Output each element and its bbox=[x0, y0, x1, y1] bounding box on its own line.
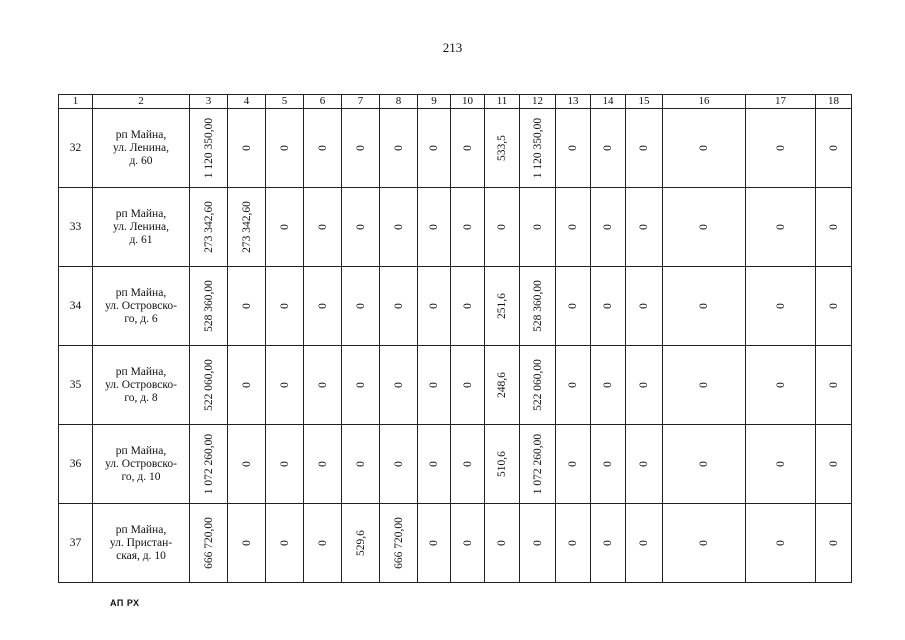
value-cell bbox=[746, 109, 816, 188]
cell-value: 0 bbox=[698, 461, 710, 467]
value-cell bbox=[342, 346, 380, 425]
cell-value: 0 bbox=[774, 540, 787, 546]
row-number: 37 bbox=[59, 504, 93, 583]
value-cell bbox=[663, 109, 746, 188]
value-cell bbox=[418, 346, 451, 425]
cell-value: 0 bbox=[392, 303, 405, 309]
cell-value: 0 bbox=[316, 303, 329, 309]
value-cell bbox=[266, 346, 304, 425]
cell-value: 0 bbox=[567, 382, 579, 388]
value-cell bbox=[556, 109, 591, 188]
address-line: рп Майна, bbox=[115, 444, 167, 457]
value-cell bbox=[418, 504, 451, 583]
value-cell bbox=[418, 188, 451, 267]
cell-value: 0 bbox=[698, 303, 710, 309]
value-cell bbox=[342, 188, 380, 267]
cell-value: 0 bbox=[428, 224, 440, 230]
cell-value: 0 bbox=[602, 145, 614, 151]
value-cell bbox=[342, 267, 380, 346]
cell-value: 0 bbox=[698, 145, 710, 151]
value-cell bbox=[816, 267, 852, 346]
cell-value: 0 bbox=[278, 145, 291, 151]
value-cell bbox=[556, 346, 591, 425]
value-cell bbox=[485, 109, 520, 188]
value-cell bbox=[816, 188, 852, 267]
value-cell bbox=[485, 267, 520, 346]
address-line: ул. Островско- bbox=[105, 299, 177, 312]
cell-value: 0 bbox=[531, 224, 544, 230]
cell-value: 0 bbox=[827, 224, 840, 230]
address-cell bbox=[93, 188, 190, 267]
value-cell bbox=[746, 346, 816, 425]
value-cell bbox=[380, 346, 418, 425]
value-cell bbox=[626, 346, 663, 425]
cell-value: 528 360,00 bbox=[202, 280, 215, 332]
address-line: д. 60 bbox=[129, 154, 153, 167]
cell-value: 0 bbox=[354, 461, 367, 467]
table-row bbox=[59, 346, 852, 425]
cell-value: 510,6 bbox=[496, 451, 508, 477]
value-cell bbox=[228, 109, 266, 188]
cell-value: 0 bbox=[278, 540, 291, 546]
value-cell bbox=[663, 346, 746, 425]
table-row bbox=[59, 504, 852, 583]
column-header: 18 bbox=[816, 95, 852, 109]
row-number: 32 bbox=[59, 109, 93, 188]
cell-value: 0 bbox=[827, 303, 840, 309]
value-cell bbox=[663, 188, 746, 267]
value-cell bbox=[746, 188, 816, 267]
cell-value: 0 bbox=[240, 382, 253, 388]
value-cell bbox=[380, 504, 418, 583]
value-cell bbox=[520, 188, 556, 267]
cell-value: 0 bbox=[461, 540, 474, 546]
cell-value: 0 bbox=[567, 145, 579, 151]
cell-value: 0 bbox=[638, 382, 650, 388]
value-cell bbox=[746, 425, 816, 504]
row-number: 35 bbox=[59, 346, 93, 425]
column-header: 12 bbox=[520, 95, 556, 109]
value-cell bbox=[816, 109, 852, 188]
column-header: 16 bbox=[663, 95, 746, 109]
value-cell bbox=[304, 267, 342, 346]
value-cell bbox=[485, 188, 520, 267]
cell-value: 0 bbox=[602, 461, 614, 467]
cell-value: 529,6 bbox=[354, 530, 367, 556]
cell-value: 522 060,00 bbox=[202, 359, 215, 411]
cell-value: 0 bbox=[638, 461, 650, 467]
cell-value: 0 bbox=[774, 303, 787, 309]
value-cell bbox=[591, 346, 626, 425]
page-number: 213 bbox=[442, 40, 463, 55]
cell-value: 0 bbox=[602, 382, 614, 388]
value-cell bbox=[228, 504, 266, 583]
cell-value: 0 bbox=[602, 540, 614, 546]
cell-value: 0 bbox=[316, 382, 329, 388]
value-cell bbox=[556, 267, 591, 346]
cell-value: 0 bbox=[354, 382, 367, 388]
address-cell bbox=[93, 504, 190, 583]
value-cell bbox=[190, 109, 228, 188]
value-cell bbox=[626, 267, 663, 346]
column-header: 14 bbox=[591, 95, 626, 109]
column-header: 13 bbox=[556, 95, 591, 109]
cell-value: 522 060,00 bbox=[531, 359, 544, 411]
row-number: 33 bbox=[59, 188, 93, 267]
value-cell bbox=[663, 504, 746, 583]
value-cell bbox=[342, 109, 380, 188]
value-cell bbox=[626, 188, 663, 267]
table-row bbox=[59, 267, 852, 346]
value-cell bbox=[520, 346, 556, 425]
value-cell bbox=[451, 188, 485, 267]
address-line: рп Майна, bbox=[115, 128, 167, 141]
cell-value: 273 342,60 bbox=[240, 201, 253, 253]
address-cell bbox=[93, 267, 190, 346]
value-cell bbox=[266, 425, 304, 504]
value-cell bbox=[451, 346, 485, 425]
cell-value: 0 bbox=[428, 303, 440, 309]
cell-value: 0 bbox=[638, 224, 650, 230]
cell-value: 0 bbox=[461, 461, 474, 467]
value-cell bbox=[190, 346, 228, 425]
cell-value: 1 072 260,00 bbox=[202, 433, 215, 495]
address-line: рп Майна, bbox=[115, 365, 167, 378]
footer-stamp: АП РХ bbox=[110, 598, 140, 608]
cell-value: 0 bbox=[827, 461, 840, 467]
cell-value: 0 bbox=[354, 303, 367, 309]
cell-value: 248,6 bbox=[496, 372, 508, 398]
address-line: го, д. 8 bbox=[124, 391, 158, 404]
cell-value: 0 bbox=[567, 540, 579, 546]
cell-value: 0 bbox=[774, 224, 787, 230]
cell-value: 0 bbox=[774, 382, 787, 388]
address-line: ул. Ленина, bbox=[112, 220, 169, 233]
value-cell bbox=[304, 425, 342, 504]
address-line: го, д. 6 bbox=[124, 312, 158, 325]
address-cell bbox=[93, 346, 190, 425]
value-cell bbox=[591, 425, 626, 504]
cell-value: 0 bbox=[774, 461, 787, 467]
value-cell bbox=[266, 504, 304, 583]
table-row bbox=[59, 188, 852, 267]
value-cell bbox=[556, 425, 591, 504]
value-cell bbox=[520, 425, 556, 504]
cell-value: 666 720,00 bbox=[392, 517, 405, 569]
address-line: ул. Островско- bbox=[105, 378, 177, 391]
cell-value: 0 bbox=[240, 461, 253, 467]
value-cell bbox=[520, 109, 556, 188]
value-cell bbox=[342, 504, 380, 583]
cell-value: 0 bbox=[602, 224, 614, 230]
value-cell bbox=[663, 425, 746, 504]
column-header: 1 bbox=[59, 95, 93, 109]
value-cell bbox=[380, 109, 418, 188]
cell-value: 0 bbox=[567, 461, 579, 467]
column-header: 5 bbox=[266, 95, 304, 109]
value-cell bbox=[418, 267, 451, 346]
value-cell bbox=[626, 109, 663, 188]
value-cell bbox=[485, 504, 520, 583]
row-number: 36 bbox=[59, 425, 93, 504]
column-header: 3 bbox=[190, 95, 228, 109]
cell-value: 533,5 bbox=[496, 135, 508, 161]
cell-value: 0 bbox=[428, 382, 440, 388]
value-cell bbox=[190, 267, 228, 346]
cell-value: 0 bbox=[354, 224, 367, 230]
cell-value: 0 bbox=[392, 224, 405, 230]
table-row bbox=[59, 109, 852, 188]
cell-value: 1 072 260,00 bbox=[531, 433, 544, 495]
address-line: ул. Ленина, bbox=[112, 141, 169, 154]
cell-value: 0 bbox=[428, 145, 440, 151]
row-number: 34 bbox=[59, 267, 93, 346]
cell-value: 0 bbox=[461, 145, 474, 151]
value-cell bbox=[304, 504, 342, 583]
value-cell bbox=[591, 109, 626, 188]
column-header: 9 bbox=[418, 95, 451, 109]
value-cell bbox=[591, 188, 626, 267]
value-cell bbox=[663, 267, 746, 346]
cell-value: 666 720,00 bbox=[202, 517, 215, 569]
cell-value: 0 bbox=[278, 303, 291, 309]
value-cell bbox=[266, 188, 304, 267]
cell-value: 273 342,60 bbox=[202, 201, 215, 253]
value-cell bbox=[304, 346, 342, 425]
value-cell bbox=[228, 425, 266, 504]
value-cell bbox=[746, 267, 816, 346]
address-line: ул. Пристан- bbox=[109, 536, 173, 549]
value-cell bbox=[451, 504, 485, 583]
cell-value: 0 bbox=[496, 540, 508, 546]
cell-value: 0 bbox=[240, 303, 253, 309]
cell-value: 0 bbox=[354, 145, 367, 151]
cell-value: 0 bbox=[428, 461, 440, 467]
column-header: 15 bbox=[626, 95, 663, 109]
value-cell bbox=[485, 425, 520, 504]
value-cell bbox=[626, 504, 663, 583]
cell-value: 0 bbox=[698, 382, 710, 388]
cell-value: 0 bbox=[240, 145, 253, 151]
address-cell bbox=[93, 425, 190, 504]
address-line: рп Майна, bbox=[115, 207, 167, 220]
value-cell bbox=[816, 504, 852, 583]
cell-value: 0 bbox=[392, 382, 405, 388]
cell-value: 0 bbox=[638, 540, 650, 546]
column-header: 2 bbox=[93, 95, 190, 109]
cell-value: 0 bbox=[567, 303, 579, 309]
value-cell bbox=[342, 425, 380, 504]
cell-value: 0 bbox=[638, 145, 650, 151]
value-cell bbox=[380, 188, 418, 267]
value-cell bbox=[485, 346, 520, 425]
cell-value: 0 bbox=[240, 540, 253, 546]
cell-value: 0 bbox=[638, 303, 650, 309]
address-cell bbox=[93, 109, 190, 188]
cell-value: 0 bbox=[531, 540, 544, 546]
cell-value: 0 bbox=[461, 382, 474, 388]
table-row bbox=[59, 425, 852, 504]
value-cell bbox=[451, 425, 485, 504]
value-cell bbox=[626, 425, 663, 504]
cell-value: 0 bbox=[496, 224, 508, 230]
cell-value: 0 bbox=[316, 540, 329, 546]
cell-value: 0 bbox=[698, 540, 710, 546]
cell-value: 0 bbox=[827, 382, 840, 388]
value-cell bbox=[380, 425, 418, 504]
cell-value: 0 bbox=[428, 540, 440, 546]
column-header: 11 bbox=[485, 95, 520, 109]
value-cell bbox=[816, 346, 852, 425]
cell-value: 0 bbox=[278, 461, 291, 467]
cell-value: 0 bbox=[278, 224, 291, 230]
column-header: 6 bbox=[304, 95, 342, 109]
value-cell bbox=[816, 425, 852, 504]
address-line: рп Майна, bbox=[115, 286, 167, 299]
value-cell bbox=[266, 109, 304, 188]
value-cell bbox=[304, 188, 342, 267]
value-cell bbox=[418, 425, 451, 504]
cell-value: 0 bbox=[316, 224, 329, 230]
cell-value: 0 bbox=[392, 461, 405, 467]
column-header: 4 bbox=[228, 95, 266, 109]
value-cell bbox=[228, 346, 266, 425]
address-line: ская, д. 10 bbox=[116, 549, 166, 562]
value-cell bbox=[451, 109, 485, 188]
value-cell bbox=[451, 267, 485, 346]
cell-value: 1 120 350,00 bbox=[531, 117, 544, 179]
address-line: го, д. 10 bbox=[121, 470, 161, 483]
cell-value: 0 bbox=[567, 224, 579, 230]
table-header-row bbox=[59, 95, 852, 109]
value-cell bbox=[520, 504, 556, 583]
value-cell bbox=[266, 267, 304, 346]
value-cell bbox=[556, 504, 591, 583]
cell-value: 0 bbox=[602, 303, 614, 309]
value-cell bbox=[380, 267, 418, 346]
column-header: 17 bbox=[746, 95, 816, 109]
cell-value: 0 bbox=[392, 145, 405, 151]
cell-value: 0 bbox=[827, 145, 840, 151]
cell-value: 0 bbox=[278, 382, 291, 388]
column-header: 8 bbox=[380, 95, 418, 109]
value-cell bbox=[746, 504, 816, 583]
cell-value: 0 bbox=[461, 303, 474, 309]
address-line: рп Майна, bbox=[115, 523, 167, 536]
cell-value: 528 360,00 bbox=[531, 280, 544, 332]
value-cell bbox=[304, 109, 342, 188]
address-line: ул. Островско- bbox=[105, 457, 177, 470]
value-cell bbox=[556, 188, 591, 267]
column-header: 10 bbox=[451, 95, 485, 109]
cell-value: 0 bbox=[827, 540, 840, 546]
cell-value: 0 bbox=[316, 145, 329, 151]
value-cell bbox=[591, 504, 626, 583]
value-cell bbox=[228, 188, 266, 267]
value-cell bbox=[228, 267, 266, 346]
value-cell bbox=[190, 504, 228, 583]
value-cell bbox=[190, 188, 228, 267]
cell-value: 1 120 350,00 bbox=[202, 117, 215, 179]
address-line: д. 61 bbox=[129, 233, 153, 246]
cell-value: 251,6 bbox=[496, 293, 508, 319]
cell-value: 0 bbox=[461, 224, 474, 230]
data-table bbox=[58, 94, 852, 583]
value-cell bbox=[190, 425, 228, 504]
cell-value: 0 bbox=[698, 224, 710, 230]
value-cell bbox=[520, 267, 556, 346]
value-cell bbox=[418, 109, 451, 188]
cell-value: 0 bbox=[316, 461, 329, 467]
column-header: 7 bbox=[342, 95, 380, 109]
cell-value: 0 bbox=[774, 145, 787, 151]
value-cell bbox=[591, 267, 626, 346]
